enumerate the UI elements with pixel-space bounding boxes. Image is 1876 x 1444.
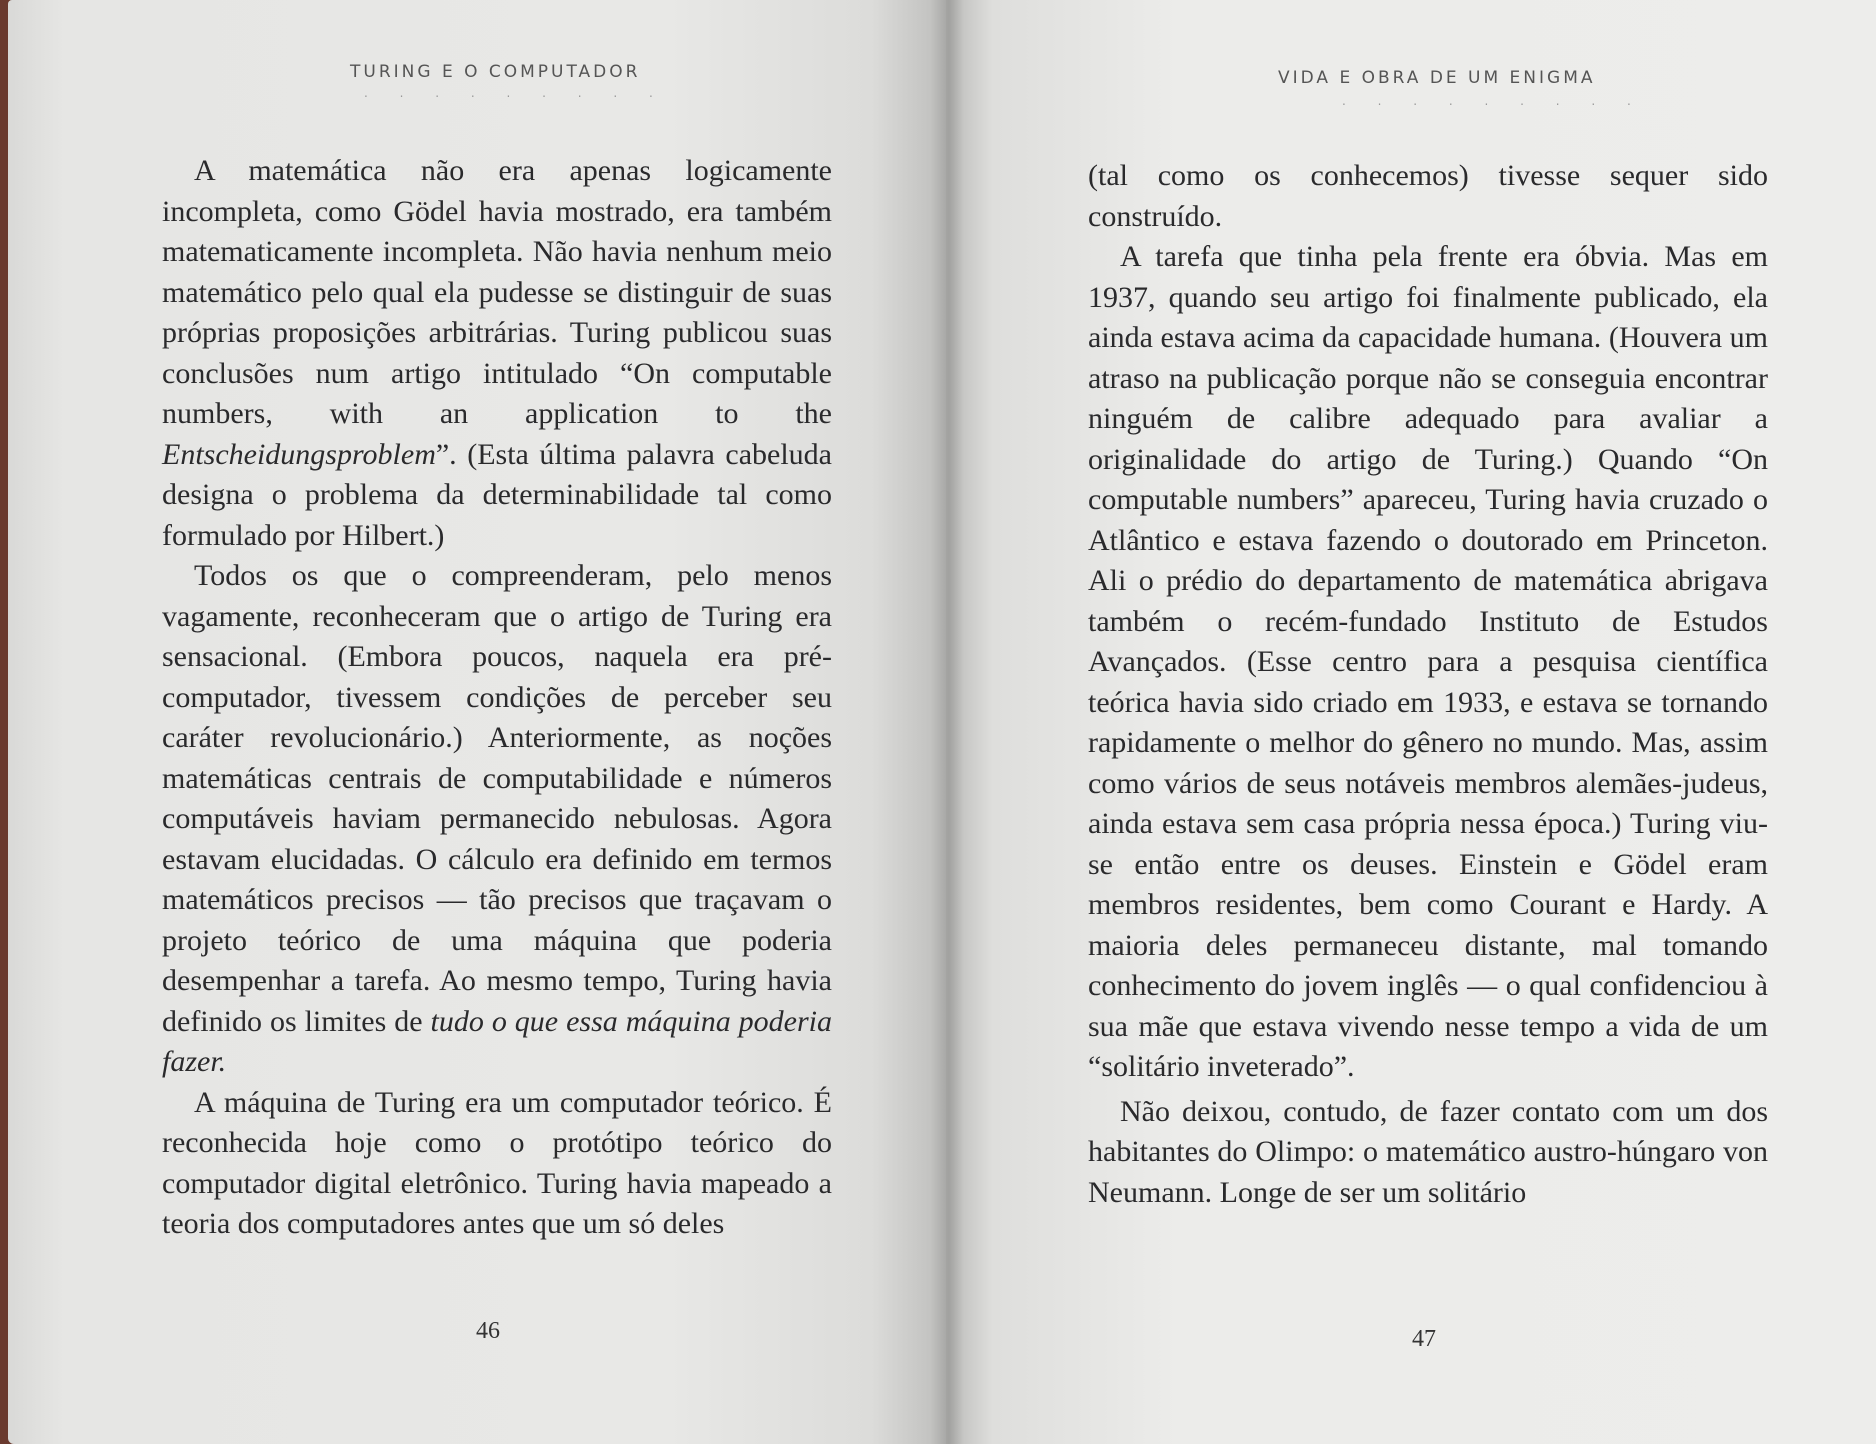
paragraph	[162, 1083, 832, 1245]
left-page	[8, 0, 946, 1444]
page-number: 47	[1412, 1326, 1436, 1352]
body-text	[1088, 156, 1768, 1213]
text-run: A máquina de Turing era um computador teórico. É reconhecida hoje como o protótipo teórico do computador digital eletrônico. Turing havia mapeado a teoria dos computadores antes que um só deles	[162, 1085, 832, 1240]
right-page	[946, 0, 1876, 1444]
text-run: A matemática não era apenas logicamente incompleta, como Gödel havia mostrado, era também matematicamente incompleta. Não havia nenhum meio matemático pelo qual ela pudesse se distinguir de suas próprias proposições arbitrárias. Turing publicou suas conclusões num artigo intitulado “On computable numbers, with an application to the	[162, 154, 832, 430]
running-head: TURING E O COMPUTADOR	[350, 62, 641, 82]
ornament-dots: . . . . . . . . .	[1342, 94, 1645, 108]
paragraph	[1088, 237, 1768, 1088]
body-text	[162, 151, 832, 1245]
italic-run: Entscheidungsproblem	[162, 437, 436, 471]
running-head: VIDA E OBRA DE UM ENIGMA	[1278, 68, 1596, 88]
paragraph	[1088, 1092, 1768, 1214]
text-run: ”. (Esta última palavra cabeluda designa o problema da determinabilidade tal como formulado por Hilbert.)	[162, 437, 832, 552]
paragraph	[1088, 156, 1768, 237]
italic-run: tudo o que essa máquina poderia fazer.	[162, 1004, 832, 1078]
page-number: 46	[476, 1318, 500, 1344]
text-run: Não deixou, contudo, de fazer contato com um dos habitantes do Olimpo: o matemático austro-húngaro von Neumann. Longe de ser um solitário	[1088, 1094, 1768, 1209]
ornament-dots: . . . . . . . . .	[364, 86, 667, 100]
text-run: A tarefa que tinha pela frente era óbvia. Mas em 1937, quando seu artigo foi finalmente publicado, ela ainda estava acima da capacidade humana. (Houvera um atraso na publicação porque não se conseguia encontrar ninguém de calibre adequado para avaliar a originalidade do artigo de Turing.) Quando “On computable numbers” apareceu, Turing havia cruzado o Atlântico e estava fazendo o doutorado em Princeton. Ali o prédio do departamento de matemática abrigava também o recém-fundado Instituto de Estudos Avançados. (Esse centro para a pesquisa científica teórica havia sido criado em 1933, e estava se tornando rapidamente o melhor do gênero no mundo. Mas, assim como vários de seus notáveis membros alemães-judeus, ainda estava sem casa própria nessa época.) Turing viu-se então entre os deuses. Einstein e Gödel eram membros residentes, bem como Courant e Hardy. A maioria deles permaneceu distante, mal tomando conhecimento do jovem inglês — o qual confidenciou à sua mãe que estava vivendo nesse tempo a vida de um “solitário inveterado”.	[1088, 240, 1768, 1083]
paragraph	[162, 151, 832, 556]
text-run: Todos os que o compreenderam, pelo menos vagamente, reconheceram que o artigo de Turing era sensacional. (Embora poucos, naquela era pré-computador, tivessem condições de perceber seu caráter revolucionário.) Anteriormente, as noções matemáticas centrais de computabilidade e números computáveis haviam permanecido nebulosas. Agora estavam elucidadas. O cálculo era definido em termos matemáticos precisos — tão precisos que traçavam o projeto teórico de uma máquina que poderia desempenhar a tarefa. Ao mesmo tempo, Turing havia definido os limites de	[162, 559, 832, 1038]
text-run: (tal como os conhecemos) tivesse sequer sido construído.	[1088, 159, 1768, 233]
paragraph	[162, 556, 832, 1083]
